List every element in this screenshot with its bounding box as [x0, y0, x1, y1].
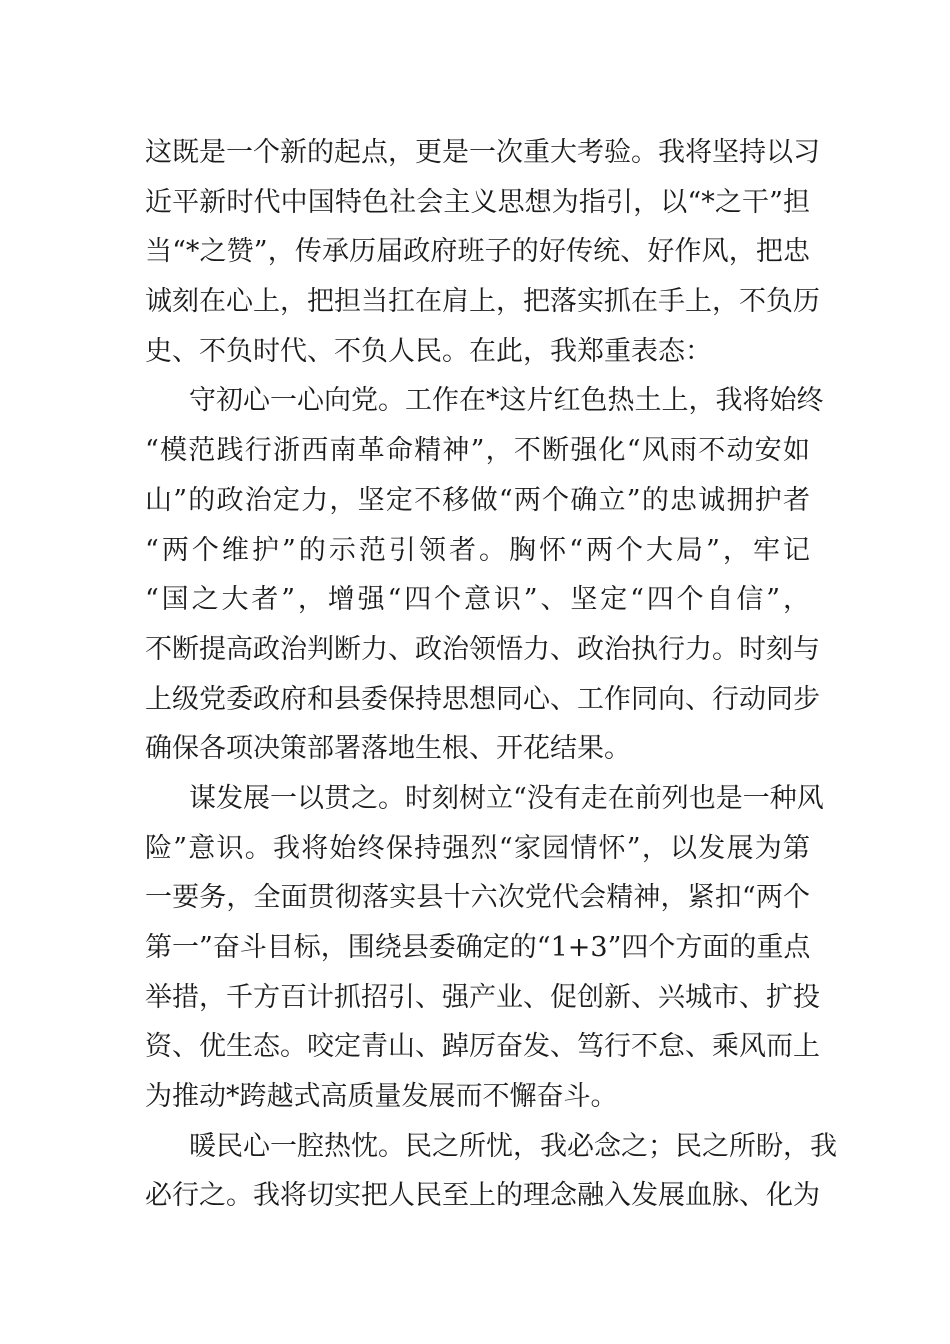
text-line: 险”意识。我将始终保持强烈“家园情怀”，以发展为第	[145, 832, 810, 864]
text-line: “模范践行浙西南革命精神”，不断强化“风雨不动安如	[145, 435, 810, 467]
text-line: 诚刻在心上，把担当扛在肩上，把落实抓在手上，不负历	[145, 286, 820, 318]
text-line: 史、不负时代、不负人民。在此，我郑重表态：	[145, 335, 712, 367]
document-body	[145, 128, 837, 1221]
text-line: 不断提高政治判断力、政治领悟力、政治执行力。时刻与	[145, 633, 820, 665]
text-line: 为推动*跨越式高质量发展而不懈奋斗。	[145, 1081, 618, 1113]
text-line: 第一”奋斗目标，围绕县委确定的“1+3”四个方面的重点	[145, 932, 811, 963]
text-line: 上级党委政府和县委保持思想同心、工作同向、行动同步	[145, 683, 820, 715]
paragraph-heading-line: 暖民心一腔热忱。民之所忧，我必念之；民之所盼，我	[189, 1130, 837, 1162]
text-line: “国之大者”，增强“四个意识”、坚定“四个自信”，	[145, 584, 810, 616]
text-line: 必行之。我将切实把人民至上的理念融入发展血脉、化为	[145, 1180, 820, 1212]
text-line: 举措，千方百计抓招引、强产业、促创新、兴城市、扩投	[145, 981, 820, 1013]
text-line: 资、优生态。咬定青山、踔厉奋发、笃行不怠、乘风而上	[145, 1031, 820, 1063]
text-line: 确保各项决策部署落地生根、开花结果。	[145, 733, 631, 765]
text-line: 山”的政治定力，坚定不移做“两个确立”的忠诚拥护者	[145, 484, 810, 516]
text-line: 这既是一个新的起点，更是一次重大考验。我将坚持以习	[145, 137, 820, 168]
text-line: 当“*之赞”，传承历届政府班子的好传统、好作风，把忠	[145, 236, 810, 268]
paragraph-heading-line: 守初心一心向党。工作在*这片红色热土上，我将始终	[189, 385, 824, 417]
text-line: 近平新时代中国特色社会主义思想为指引，以“*之干”担	[145, 186, 810, 218]
text-line: 一要务，全面贯彻落实县十六次党代会精神，紧扣“两个	[145, 882, 810, 914]
paragraph-heading-line: 谋发展一以贯之。时刻树立“没有走在前列也是一种风	[189, 782, 824, 814]
text-line: “两个维护”的示范引领者。胸怀“两个大局”，牢记	[145, 534, 810, 566]
